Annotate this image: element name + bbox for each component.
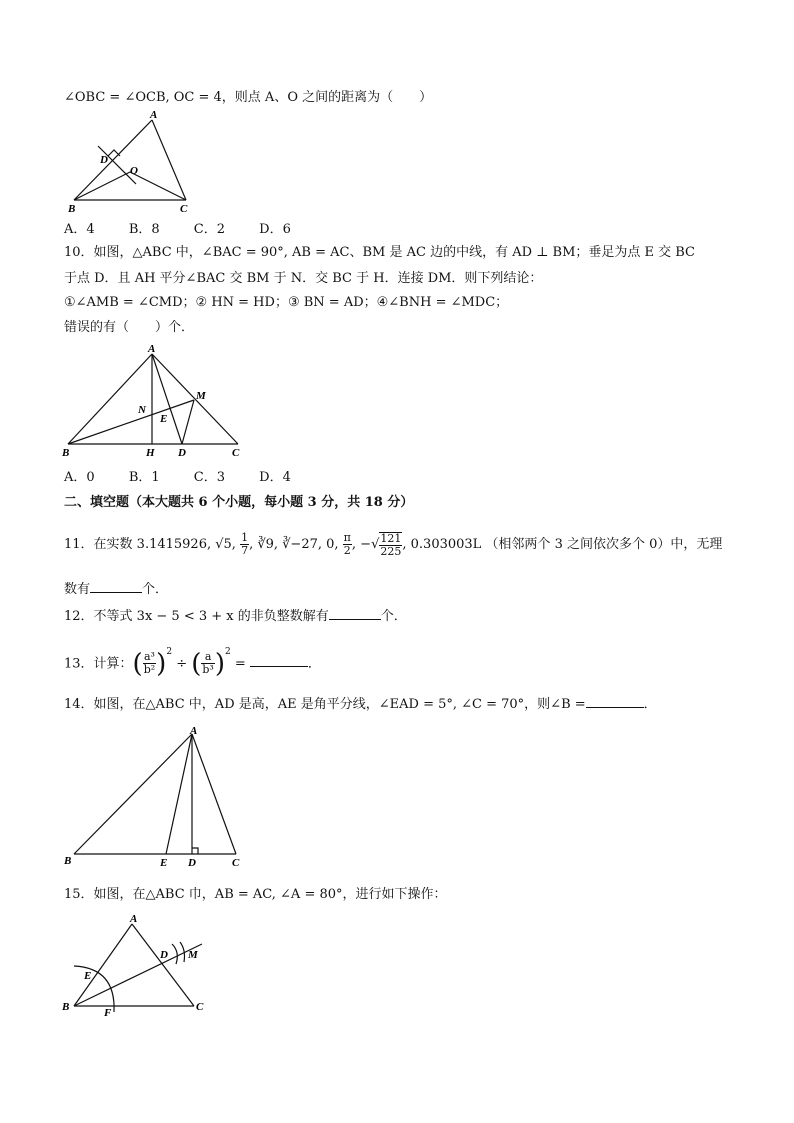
left-paren-icon: ( [132, 648, 143, 679]
section2-heading: 二、填空题（本大题共 6 个小题，每小题 3 分，共 18 分） [64, 495, 414, 510]
q14-label-e: E [160, 857, 168, 869]
q10-option-a[interactable]: A．0 [64, 470, 95, 485]
q9-label-d: D [100, 154, 108, 166]
q14-answer-blank[interactable] [586, 695, 644, 708]
q9-option-d[interactable]: D．6 [259, 222, 291, 237]
q14-figure [60, 722, 260, 872]
q10-label-m: M [196, 390, 206, 402]
q15-label-b: B [62, 1001, 70, 1013]
q14-label-d: D [188, 857, 196, 869]
q9-label-o: O [130, 165, 138, 177]
q15-line: 15．如图，在△ABC 巾，AB = AC, ∠A = 80°，进行如下操作： [64, 887, 447, 902]
q11-answer-blank[interactable] [90, 580, 142, 593]
q15-label-d: D [160, 949, 168, 961]
q14-label-a: A [190, 725, 198, 737]
q10-options [64, 469, 321, 487]
q11-frac1-num: 1 [241, 531, 249, 544]
q13-eq: = [234, 656, 246, 672]
q9-label-b: B [68, 203, 76, 215]
q11-mid: , ∛9, ∛−27, 0, [249, 537, 343, 552]
q14-suffix: ． [643, 697, 657, 712]
q11-frac1-den: 7 [241, 544, 249, 557]
q10-option-c[interactable]: C．3 [193, 470, 225, 485]
q13-exp2: 2 [225, 647, 231, 657]
q10-label-c: C [232, 447, 240, 459]
q13-line [64, 640, 321, 684]
q9-label-a: A [150, 109, 158, 121]
q12-answer-blank[interactable] [329, 607, 381, 620]
q10-label-n: N [138, 404, 146, 416]
q11-frac-121-225 [379, 532, 402, 558]
left-paren-icon: ( [191, 648, 202, 679]
q15-label-c: C [196, 1001, 204, 1013]
q13-frac-a3-b2 [143, 651, 156, 676]
q11-frac2-den: 2 [343, 544, 351, 557]
q9-label-c: C [180, 203, 188, 215]
q11-frac2-num: π [343, 531, 351, 544]
q15-figure [60, 912, 220, 1022]
q13-answer-blank[interactable] [250, 654, 308, 667]
q11-mid2: , − [351, 537, 372, 552]
right-paren-icon: ) [214, 648, 225, 679]
q9-option-b[interactable]: B．8 [128, 222, 160, 237]
q10-label-h: H [146, 447, 155, 459]
q12-suffix: 个． [380, 609, 407, 624]
q10-option-d[interactable]: D．4 [259, 470, 291, 485]
q11-line2-prefix: 数有 [64, 582, 91, 597]
q14-label-c: C [232, 857, 240, 869]
q11-line2 [64, 580, 168, 599]
q10-label-b: B [62, 447, 70, 459]
q11-prefix: 11．在实数 3.1415926, √5, [64, 537, 241, 552]
q13-b2: b² [143, 663, 156, 677]
q10-label-a: A [148, 343, 156, 355]
q10-line4: 错误的有（ ）个． [64, 320, 195, 335]
q10-label-d: D [178, 447, 186, 459]
q9-option-c[interactable]: C．2 [193, 222, 225, 237]
q11-line1 [64, 530, 722, 560]
q9-options [64, 221, 321, 239]
q15-label-m: M [188, 949, 198, 961]
q10-line1: 10．如图，△ABC 中，∠BAC = 90°, AB = AC、BM 是 AC 边的中线，有 AD ⊥ BM；垂足为点 E 交 BC [64, 245, 696, 260]
q9-stem: ∠OBC = ∠OCB, OC = 4，则点 A、O 之间的距离为（ ） [64, 90, 433, 105]
q15-label-f: F [104, 1007, 112, 1019]
q13-prefix: 13．计算： [64, 656, 133, 672]
q9-figure [64, 108, 204, 216]
q13-suffix: ． [307, 656, 321, 672]
q14-label-b: B [64, 855, 72, 867]
q10-line2: 于点 D．且 AH 平分∠BAC 交 BM 于 N．交 BC 于 H．连接 DM．则下列结论： [64, 271, 543, 286]
q14-text: 14．如图，在△ABC 中，AD 是高，AE 是角平分线，∠EAD = 5°, ∠C = 70°，则∠B = [64, 697, 586, 712]
q13-b3: b³ [202, 663, 214, 677]
right-paren-icon: ) [156, 648, 167, 679]
q13-a: a [201, 651, 214, 664]
q13-a3: a³ [143, 650, 155, 664]
q14-line [64, 695, 657, 714]
q11-suffix: , 0.303003L （相邻两个 3 之间依次多个 0）中，无理 [402, 537, 723, 552]
q9-option-a[interactable]: A．4 [64, 222, 95, 237]
q15-label-a: A [130, 913, 138, 925]
q12-prefix: 12．不等式 3x − 5 < 3 + x 的非负整数解有 [64, 609, 329, 624]
q13-exp1: 2 [166, 647, 173, 657]
q13-div: ÷ [176, 656, 188, 672]
q12-line [64, 607, 407, 626]
q11-frac-pi-half [343, 532, 352, 557]
q10-label-e: E [160, 413, 168, 425]
q11-line2-suffix: 个． [142, 582, 169, 597]
q10-figure [60, 340, 250, 462]
q10-line3: ①∠AMB = ∠CMD；② HN = HD；③ BN = AD；④∠BNH = ∠MDC； [64, 295, 509, 310]
q11-frac3-den: 225 [380, 544, 402, 558]
q11-frac-one-seventh [240, 532, 249, 557]
q10-option-b[interactable]: B．1 [128, 470, 160, 485]
q11-frac3-num: 121 [380, 531, 402, 545]
sqrt-icon: √ [371, 537, 380, 552]
q15-label-e: E [84, 970, 92, 982]
q13-frac-a-b3 [201, 651, 214, 676]
